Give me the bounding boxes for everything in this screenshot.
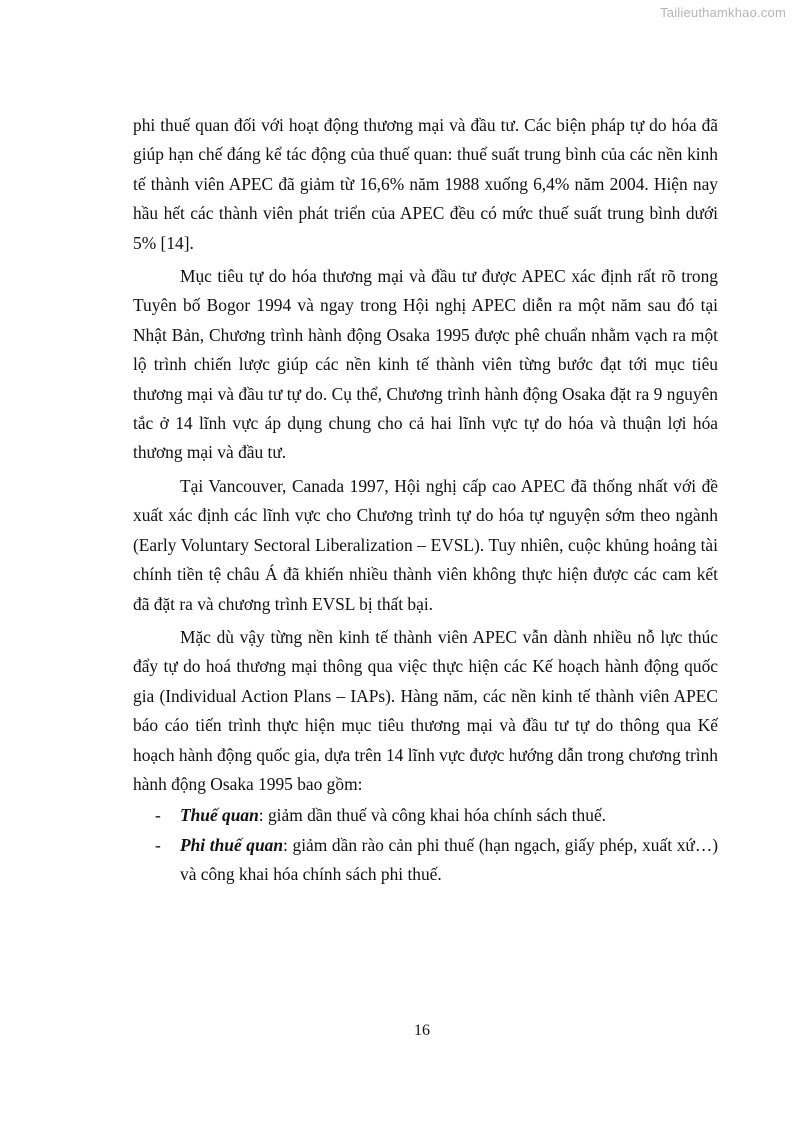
watermark: Tailieuthamkhao.com (660, 5, 786, 20)
paragraph-osaka-action-plan: Mục tiêu tự do hóa thương mại và đầu tư được APEC xác định rất rõ trong Tuyên bố Bogor 1994 và ngay trong Hội nghị APEC diễn ra một năm sau đó tại Nhật Bản, Chương trình hành động Osaka 1995 được phê chuẩn nhằm vạch ra một lộ trình chiến lược giúp các nền kinh tế thành viên từng bước đạt tới mục tiêu thương mại và đầu tư tự do. Cụ thể, Chương trình hành động Osaka đặt ra 9 nguyên tắc ở 14 lĩnh vực áp dụng chung cho cả hai lĩnh vực tự do hóa và thuận lợi hóa thương mại và đầu tư. (133, 266, 718, 463)
paragraph-iaps: Mặc dù vậy từng nền kinh tế thành viên APEC vẫn dành nhiều nỗ lực thúc đẩy tự do hoá thương mại thông qua việc thực hiện các Kế hoạch hành động quốc gia (Individual Action Plans – IAPs). Hàng năm, các nền kinh tế thành viên APEC báo cáo tiến trình thực hiện mục tiêu thương mại và đầu tư tự do thông qua Kế hoạch hành động quốc gia, dựa trên 14 lĩnh vực được hướng dẫn trong chương trình hành động Osaka 1995 bao gồm: (133, 626, 718, 794)
paragraph-evsl: Tại Vancouver, Canada 1997, Hội nghị cấp cao APEC đã thống nhất với đề xuất xác định các lĩnh vực cho Chương trình tự do hóa tự nguyện sớm theo ngành (Early Voluntary Sectoral Liberalization – EVSL). Tuy nhiên, cuộc khủng hoảng tài chính tiền tệ châu Á đã khiến nhiều thành viên không thực hiện được các cam kết đã đặt ra và chương trình EVSL bị thất bại. (133, 475, 718, 614)
page-number: 16 (414, 1022, 430, 1039)
list-item (133, 801, 718, 830)
list-item-text: : giảm dần thuế và công khai hóa chính sách thuế. (258, 805, 607, 826)
bullet-dash: - (155, 805, 161, 826)
list-item-term: Phi thuế quan (180, 834, 284, 855)
list-item-term: Thuế quan (180, 805, 259, 826)
paragraph-continuation: phi thuế quan đối với hoạt động thương mại và đầu tư. Các biện pháp tự do hóa đã giúp hạn chế đáng kể tác động của thuế quan: thuế suất trung bình của các nền kinh tế thành viên APEC đã giảm từ 16,6% năm 1988 xuống 6,4% năm 2004. Hiện nay hầu hết các thành viên phát triển của APEC đều có mức thuế suất trung bình dưới 5% [14]. (133, 115, 718, 253)
document-body (133, 111, 718, 890)
list-item-text: : giảm dần rào cản phi thuế (hạn ngạch, giấy phép, xuất xứ…) và công khai hóa chính sách phi thuế. (180, 834, 718, 885)
bullet-dash: - (155, 834, 161, 855)
list-item (133, 831, 718, 890)
